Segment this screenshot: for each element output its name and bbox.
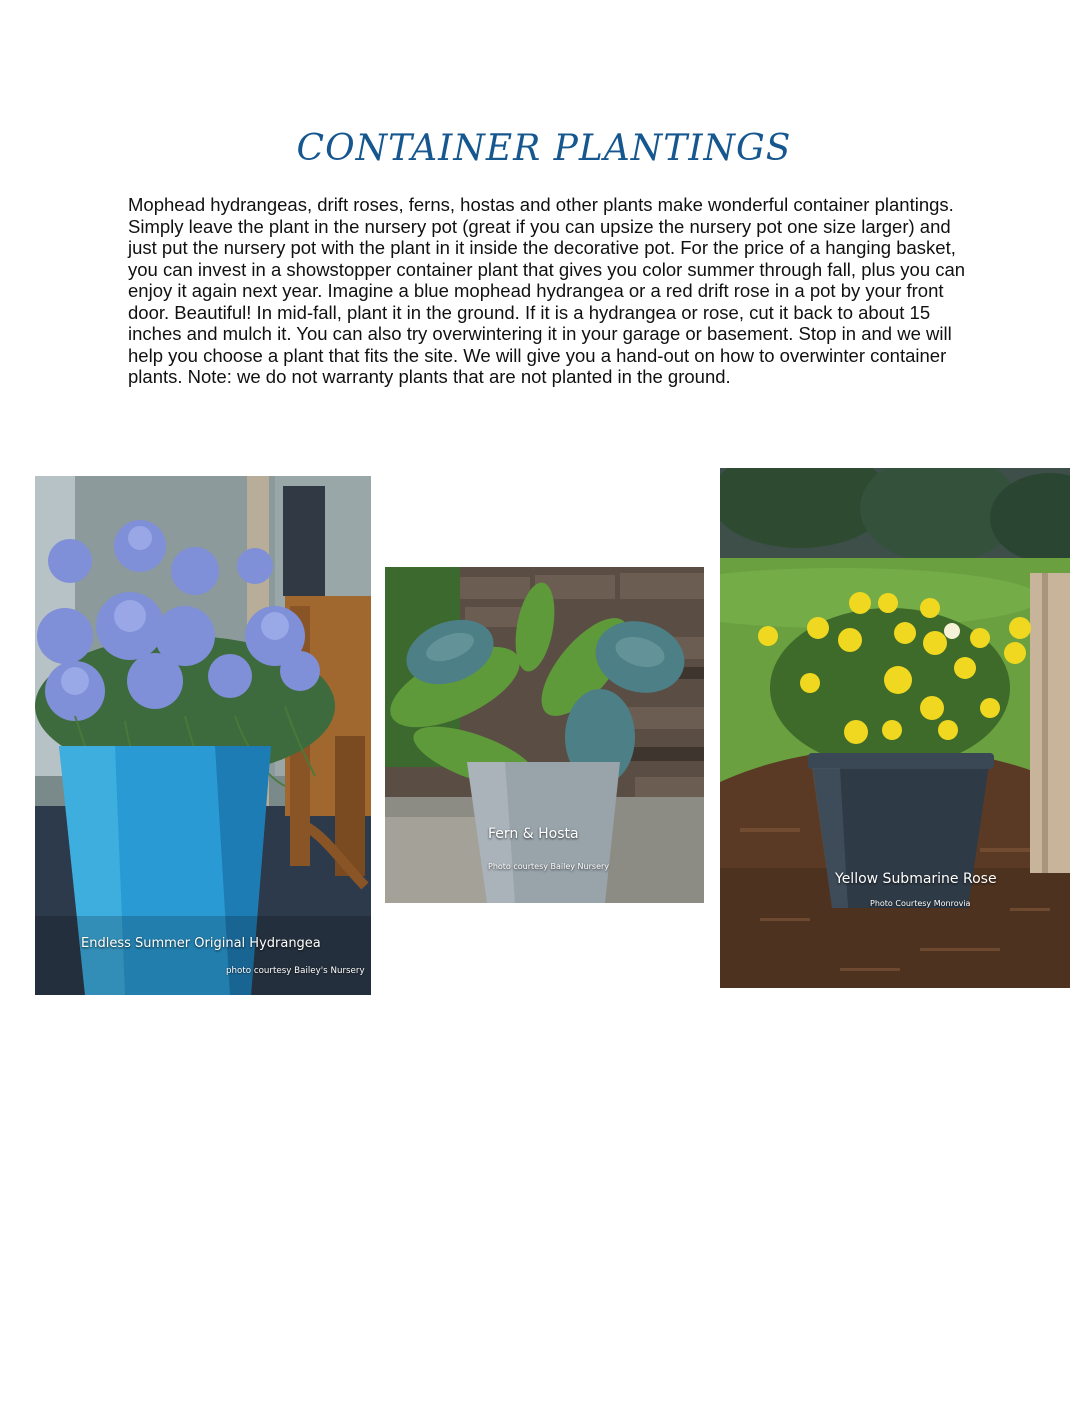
- hydrangea-caption: Endless Summer Original Hydrangea: [81, 936, 321, 951]
- yellow-rose-illustration: [720, 468, 1070, 988]
- yellow-rose-caption: Yellow Submarine Rose: [835, 871, 997, 887]
- intro-paragraph: Mophead hydrangeas, drift roses, ferns, hostas and other plants make wonderful container plantings. Simply leave the plant in the nursery pot (great if you can upsize the nursery pot one size larger) and just put the nursery pot with the plant in it inside the decorative pot. For the price of a hanging basket, you can invest in a showstopper container plant that gives you color summer through fall, plus you can enjoy it again next year. Imagine a blue mophead hydrangea or a red drift rose in a pot by your front door. Beautiful! In mid-fall, plant it in the ground. If it is a hydrangea or rose, cut it back to about 15 inches and mulch it. You can also try overwintering it in your garage or basement. Stop in and we will help you choose a plant that fits the site. We will give you a hand-out on how to overwinter container plants. Note: we do not warranty plants that are not planted in the ground.: [128, 194, 966, 387]
- hydrangea-credit: photo courtesy Bailey's Nursery: [226, 966, 365, 976]
- yellow-rose-credit: Photo Courtesy Monrovia: [870, 899, 971, 908]
- fern-hosta-photo: [385, 567, 704, 903]
- page-title: CONTAINER PLANTINGS: [296, 128, 792, 169]
- fern-hosta-illustration: [385, 567, 704, 903]
- hydrangea-photo: [35, 476, 371, 995]
- yellow-rose-photo: [720, 468, 1070, 988]
- hydrangea-illustration: [35, 476, 371, 995]
- fern-hosta-credit: Photo courtesy Bailey Nursery: [488, 862, 610, 871]
- fern-hosta-caption: Fern & Hosta: [488, 826, 579, 842]
